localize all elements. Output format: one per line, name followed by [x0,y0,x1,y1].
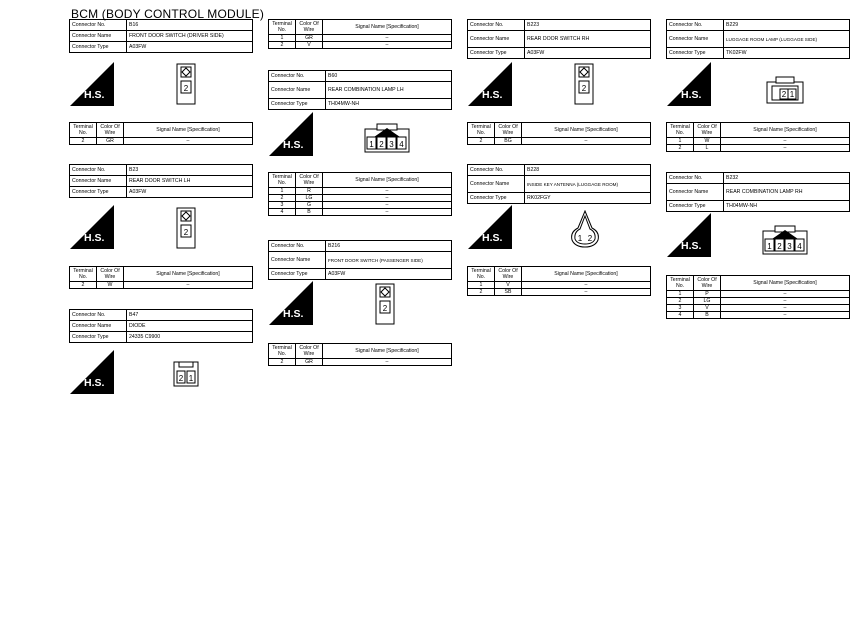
connector-face-b229 [766,76,804,104]
table-row: 4 B – [667,312,850,319]
hs-symbol: H.S. [667,62,711,106]
table-row: 2 W – [70,282,253,289]
signal-table-b232: Terminal No. Color Of Wire Signal Name [Specification] 1 P – 2 LG – 3 V – 4 B – [666,275,850,319]
signal-table-b60: Terminal No. Color Of Wire Signal Name [Specification] 1 R – 2 LG – 3 G – 4 B – [268,172,452,216]
signal-table-b60-preceding: Terminal No. Color Of Wire Signal Name [Specification] 1 GR – 2 V – [268,19,452,49]
connector-no-label: Connector No. [70,20,127,31]
connector-face-b228 [568,210,602,248]
pin-label: 3 [389,140,394,149]
pin-label: 1 [577,234,583,243]
connector-face-b232 [762,225,808,255]
pin-label: 2 [178,374,184,383]
connector-info-b232: Connector No. B232 Connector Name REAR COMBINATION LAMP RH Connector Type TH04MW-NH [666,172,850,212]
connector-info-b47: Connector No. B47 Connector Name DIODE Connector Type 24335 C9900 [69,309,253,343]
connector-info-b229: Connector No. B229 Connector Name LUGGAGE ROOM LAMP (LUGGAGE SIDE) Connector Type TK02FW [666,19,850,59]
pin-label: 1 [188,374,194,383]
signal-table-b229: Terminal No. Color Of Wire Signal Name [Specification] 1 W – 2 L – [666,122,850,152]
pin-label: 2 [183,228,189,237]
table-row: 2 L – [667,145,850,152]
table-row: 4 B – [269,209,452,216]
signal-header: Signal Name [Specification] [124,123,253,138]
page-title: BCM (BODY CONTROL MODULE) [71,7,265,21]
signal-table-b23: Terminal No. Color Of Wire Signal Name [Specification] 2 W – [69,266,253,289]
signal-table-b223: Terminal No. Color Of Wire Signal Name [Specification] 2 BG – [467,122,651,145]
table-row: 1 P – [667,291,850,298]
connector-info-b228: Connector No. B228 Connector Name INSIDE KEY ANTENNA (LUGGAGE ROOM) Connector Type RK02FGY [467,164,651,204]
table-row: 1 W – [667,138,850,145]
signal-table-b16 [69,122,253,145]
table-row: 3 G – [269,202,452,209]
pin-label: 2 [183,84,189,93]
hs-symbol: H.S. [70,205,114,249]
hs-symbol: H.S. [667,213,711,257]
table-row: 2 GR – [269,359,452,366]
table-row: 1 R – [269,188,452,195]
pin-label: 2 [379,140,384,149]
connector-face-b223 [574,63,594,105]
connector-info-b60: Connector No. B60 Connector Name REAR COMBINATION LAMP LH Connector Type TH04MW-NH [268,70,452,110]
hs-symbol: H.S. [468,205,512,249]
connector-no-value: B16 [127,20,253,31]
connector-face-b16 [176,63,196,105]
table-row: 2 V – [269,42,452,49]
connector-face-b47 [173,361,199,387]
table-row: 1 V – [468,282,651,289]
connector-face-b60 [364,123,410,153]
pin-label: 4 [399,140,404,149]
table-row: 2 LG – [269,195,452,202]
terminal-header: Terminal No. [70,123,97,138]
connector-face-b23 [176,207,196,249]
table-row: 1 GR – [269,35,452,42]
pin-label: 1 [767,242,772,251]
signal-table-b228: Terminal No. Color Of Wire Signal Name [Specification] 1 V – 2 SB – [467,266,651,296]
connector-info-b223: Connector No. B223 Connector Name REAR DOOR SWITCH RH Connector Type A03FW [467,19,651,59]
connector-type-label: Connector Type [70,42,127,53]
pin-label: 3 [787,242,792,251]
pin-label: 2 [781,90,787,99]
hs-symbol: H.S. [269,112,313,156]
connector-name-label: Connector Name [70,31,127,42]
pin-label: 2 [777,242,782,251]
pin-label: 4 [797,242,802,251]
connector-info-b16 [69,19,253,53]
connector-info-b23: Connector No. B23 Connector Name REAR DOOR SWITCH LH Connector Type A03FW [69,164,253,198]
connector-info-b216: Connector No. B216 Connector Name FRONT DOOR SWITCH (PASSENGER SIDE) Connector Type A03FW [268,240,452,280]
table-row: 2 LG – [667,298,850,305]
table-row: 2 GR – [70,138,253,145]
table-row: 2 BG – [468,138,651,145]
pin-label: 2 [587,234,593,243]
pin-label: 2 [581,84,587,93]
hs-symbol: H.S. [70,62,114,106]
pin-label: 2 [382,304,388,313]
pin-label: 1 [789,90,795,99]
hs-symbol: H.S. [468,62,512,106]
pin-label: 1 [369,140,374,149]
connector-type-value: A03FW [127,42,253,53]
table-row: 2 SB – [468,289,651,296]
hs-symbol: H.S. [70,350,114,394]
connector-name-value: FRONT DOOR SWITCH (DRIVER SIDE) [127,31,253,42]
color-header: Color Of Wire [97,123,124,138]
signal-table-b216: Terminal No. Color Of Wire Signal Name [Specification] 2 GR – [268,343,452,366]
connector-face-b216 [375,283,395,325]
hs-symbol: H.S. [269,281,313,325]
table-row: 3 V – [667,305,850,312]
